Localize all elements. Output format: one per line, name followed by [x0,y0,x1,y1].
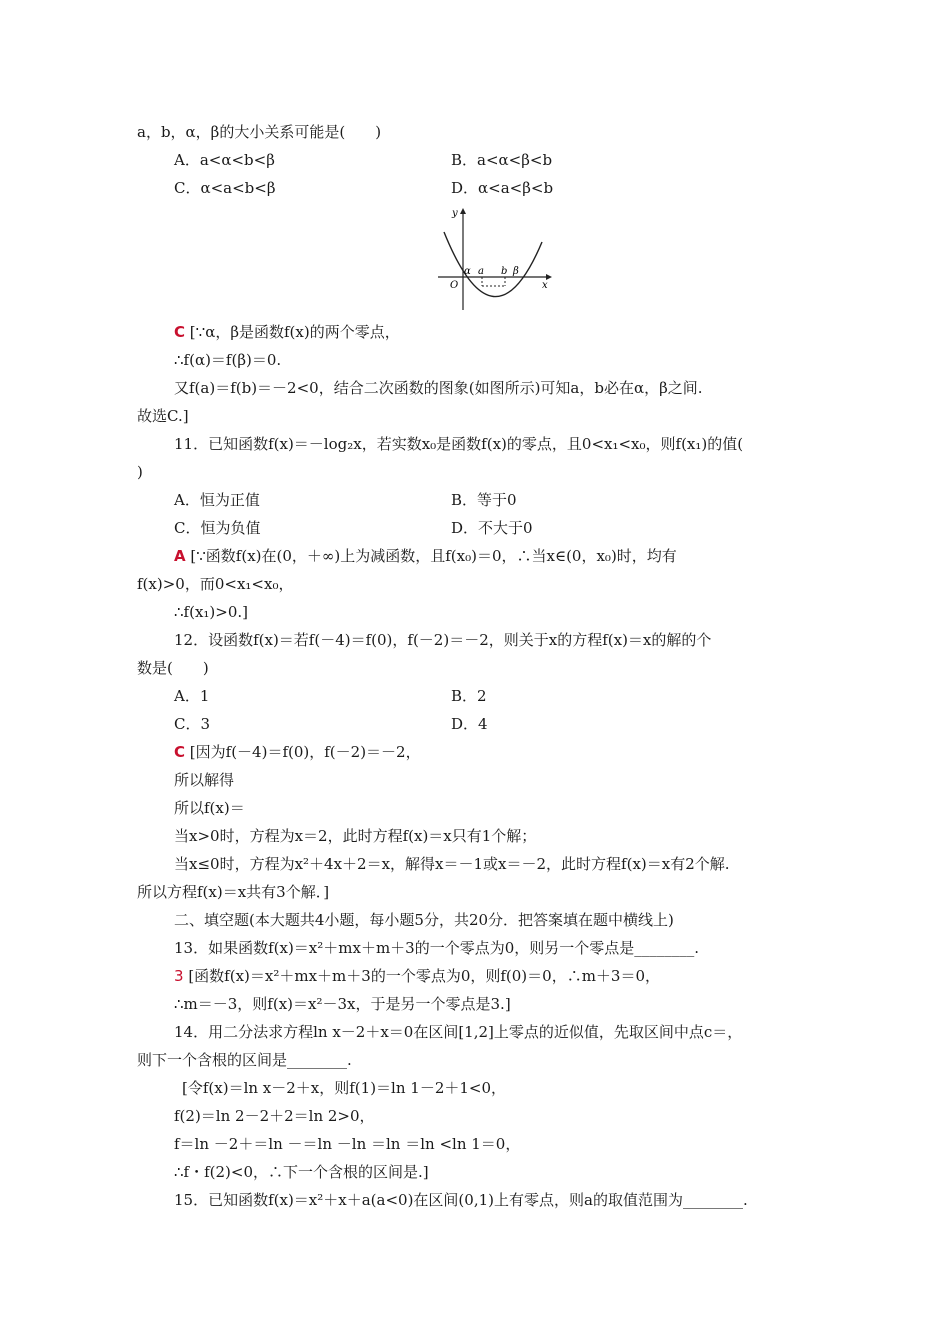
graph-label-beta: β [513,266,519,277]
q11-explain-3: ∴f(x₁)>0.] [174,603,249,621]
q10-explain-1-text: [∵α，β是函数f(x)的两个零点， [189,323,400,341]
graph-label-b: b [501,266,508,277]
q12-explain-3: 所以f(x)＝ [174,799,245,817]
q12-answer: C [174,743,186,761]
q11-explain-1 [174,546,677,566]
q12-explain-1 [174,742,421,762]
y-axis-arrow [460,208,466,214]
q10-explain-4: 故选C.] [137,407,189,425]
q14-explain-2: f(2)＝ln 2－2＋2＝ln 2>0， [174,1107,375,1125]
q12-explain-6: 所以方程f(x)＝x共有3个解．] [137,883,330,901]
q10-explain-1 [174,322,400,342]
q14-explain-1: [令f(x)＝ln x－2＋x，则f(1)＝ln 1－2＋1<0， [182,1079,507,1097]
q11-stem-1: 11．已知函数f(x)＝－log₂x，若实数x₀是函数f(x)的零点，且0<x₁<x₀，则f(x₁)的值( [174,435,744,453]
q12-option-c: C．3 [174,715,211,733]
q12-option-b: B．2 [451,687,487,705]
q11-option-b: B．等于0 [451,491,517,509]
q11-option-c: C．恒为负值 [174,519,261,537]
q12-explain-1-text: [因为f(－4)＝f(0)，f(－2)＝－2， [189,743,421,761]
q12-stem-2: 数是( ) [137,659,209,677]
q14-explain-4: ∴f・f(2)<0，∴下一个含根的区间是.] [174,1163,429,1181]
q12-explain-5: 当x≤0时，方程为x²＋4x＋2＝x，解得x＝－1或x＝－2，此时方程f(x)＝x有2个解. [174,855,730,873]
q10-option-c: C．α<a<b<β [174,179,276,197]
q11-explain-2: f(x)>0，而0<x₁<x₀， [137,575,294,593]
q12-option-a: A．1 [174,687,210,705]
graph-label-y: y [452,208,458,219]
q12-explain-2: 所以解得 [174,771,235,789]
q13-explain-2: ∴m＝－3，则f(x)＝x²－3x，于是另一个零点是3.] [174,995,511,1013]
q11-explain-1-text: [∵函数f(x)在(0，＋∞)上为减函数，且f(x₀)＝0，∴当x∈(0，x₀)时，均有 [190,547,677,565]
q10-explain-3: 又f(a)＝f(b)＝－2<0，结合二次函数的图象(如图所示)可知a，b必在α，β之间. [174,379,703,397]
q13-stem: 13．如果函数f(x)＝x²＋mx＋m＋3的一个零点为0，则另一个零点是________. [174,939,700,957]
q14-stem-1: 14．用二分法求方程ln x－2＋x＝0在区间[1,2]上零点的近似值，先取区间中点c＝， [174,1023,743,1041]
q10-answer: C [174,323,186,341]
q14-explain-3: f＝ln －2＋＝ln －＝ln －ln ＝ln ＝ln <ln 1＝0， [174,1135,521,1153]
q11-option-a: A．恒为正值 [174,491,260,509]
section-heading: 二、填空题(本大题共4小题，每小题5分，共20分．把答案填在题中横线上) [174,911,674,929]
graph-label-o: O [450,280,459,291]
graph-label-x: x [542,280,548,291]
q11-stem-2: ) [137,463,143,481]
parabola-curve [444,232,542,297]
q11-answer: A [174,547,186,565]
parabola-graph [434,206,554,312]
q12-explain-4: 当x>0时，方程为x＝2，此时方程f(x)＝x只有1个解； [174,827,537,845]
q12-stem-1: 12．设函数f(x)＝若f(－4)＝f(0)，f(－2)＝－2，则关于x的方程f(x)＝x的解的个 [174,631,712,649]
q10-option-b: B．a<α<β<b [451,151,553,169]
q10-stem: a，b，α，β的大小关系可能是( ) [137,123,382,141]
q10-option-a: A．a<α<b<β [174,151,275,169]
q12-option-d: D．4 [451,715,488,733]
graph-label-alpha: α [464,266,471,277]
q11-option-d: D．不大于0 [451,519,533,537]
q13-answer: 3 [174,967,184,985]
q10-option-d: D．α<a<β<b [451,179,554,197]
q15-stem: 15．已知函数f(x)＝x²＋x＋a(a<0)在区间(0,1)上有零点，则a的取值范围为________. [174,1191,748,1209]
q13-explain-1 [174,966,660,986]
q14-stem-2: 则下一个含根的区间是________. [137,1051,352,1069]
q10-explain-2: ∴f(α)＝f(β)＝0. [174,351,282,369]
graph-label-a: a [478,266,484,277]
q13-explain-1-text: [函数f(x)＝x²＋mx＋m＋3的一个零点为0，则f(0)＝0，∴m＋3＝0， [188,967,661,985]
